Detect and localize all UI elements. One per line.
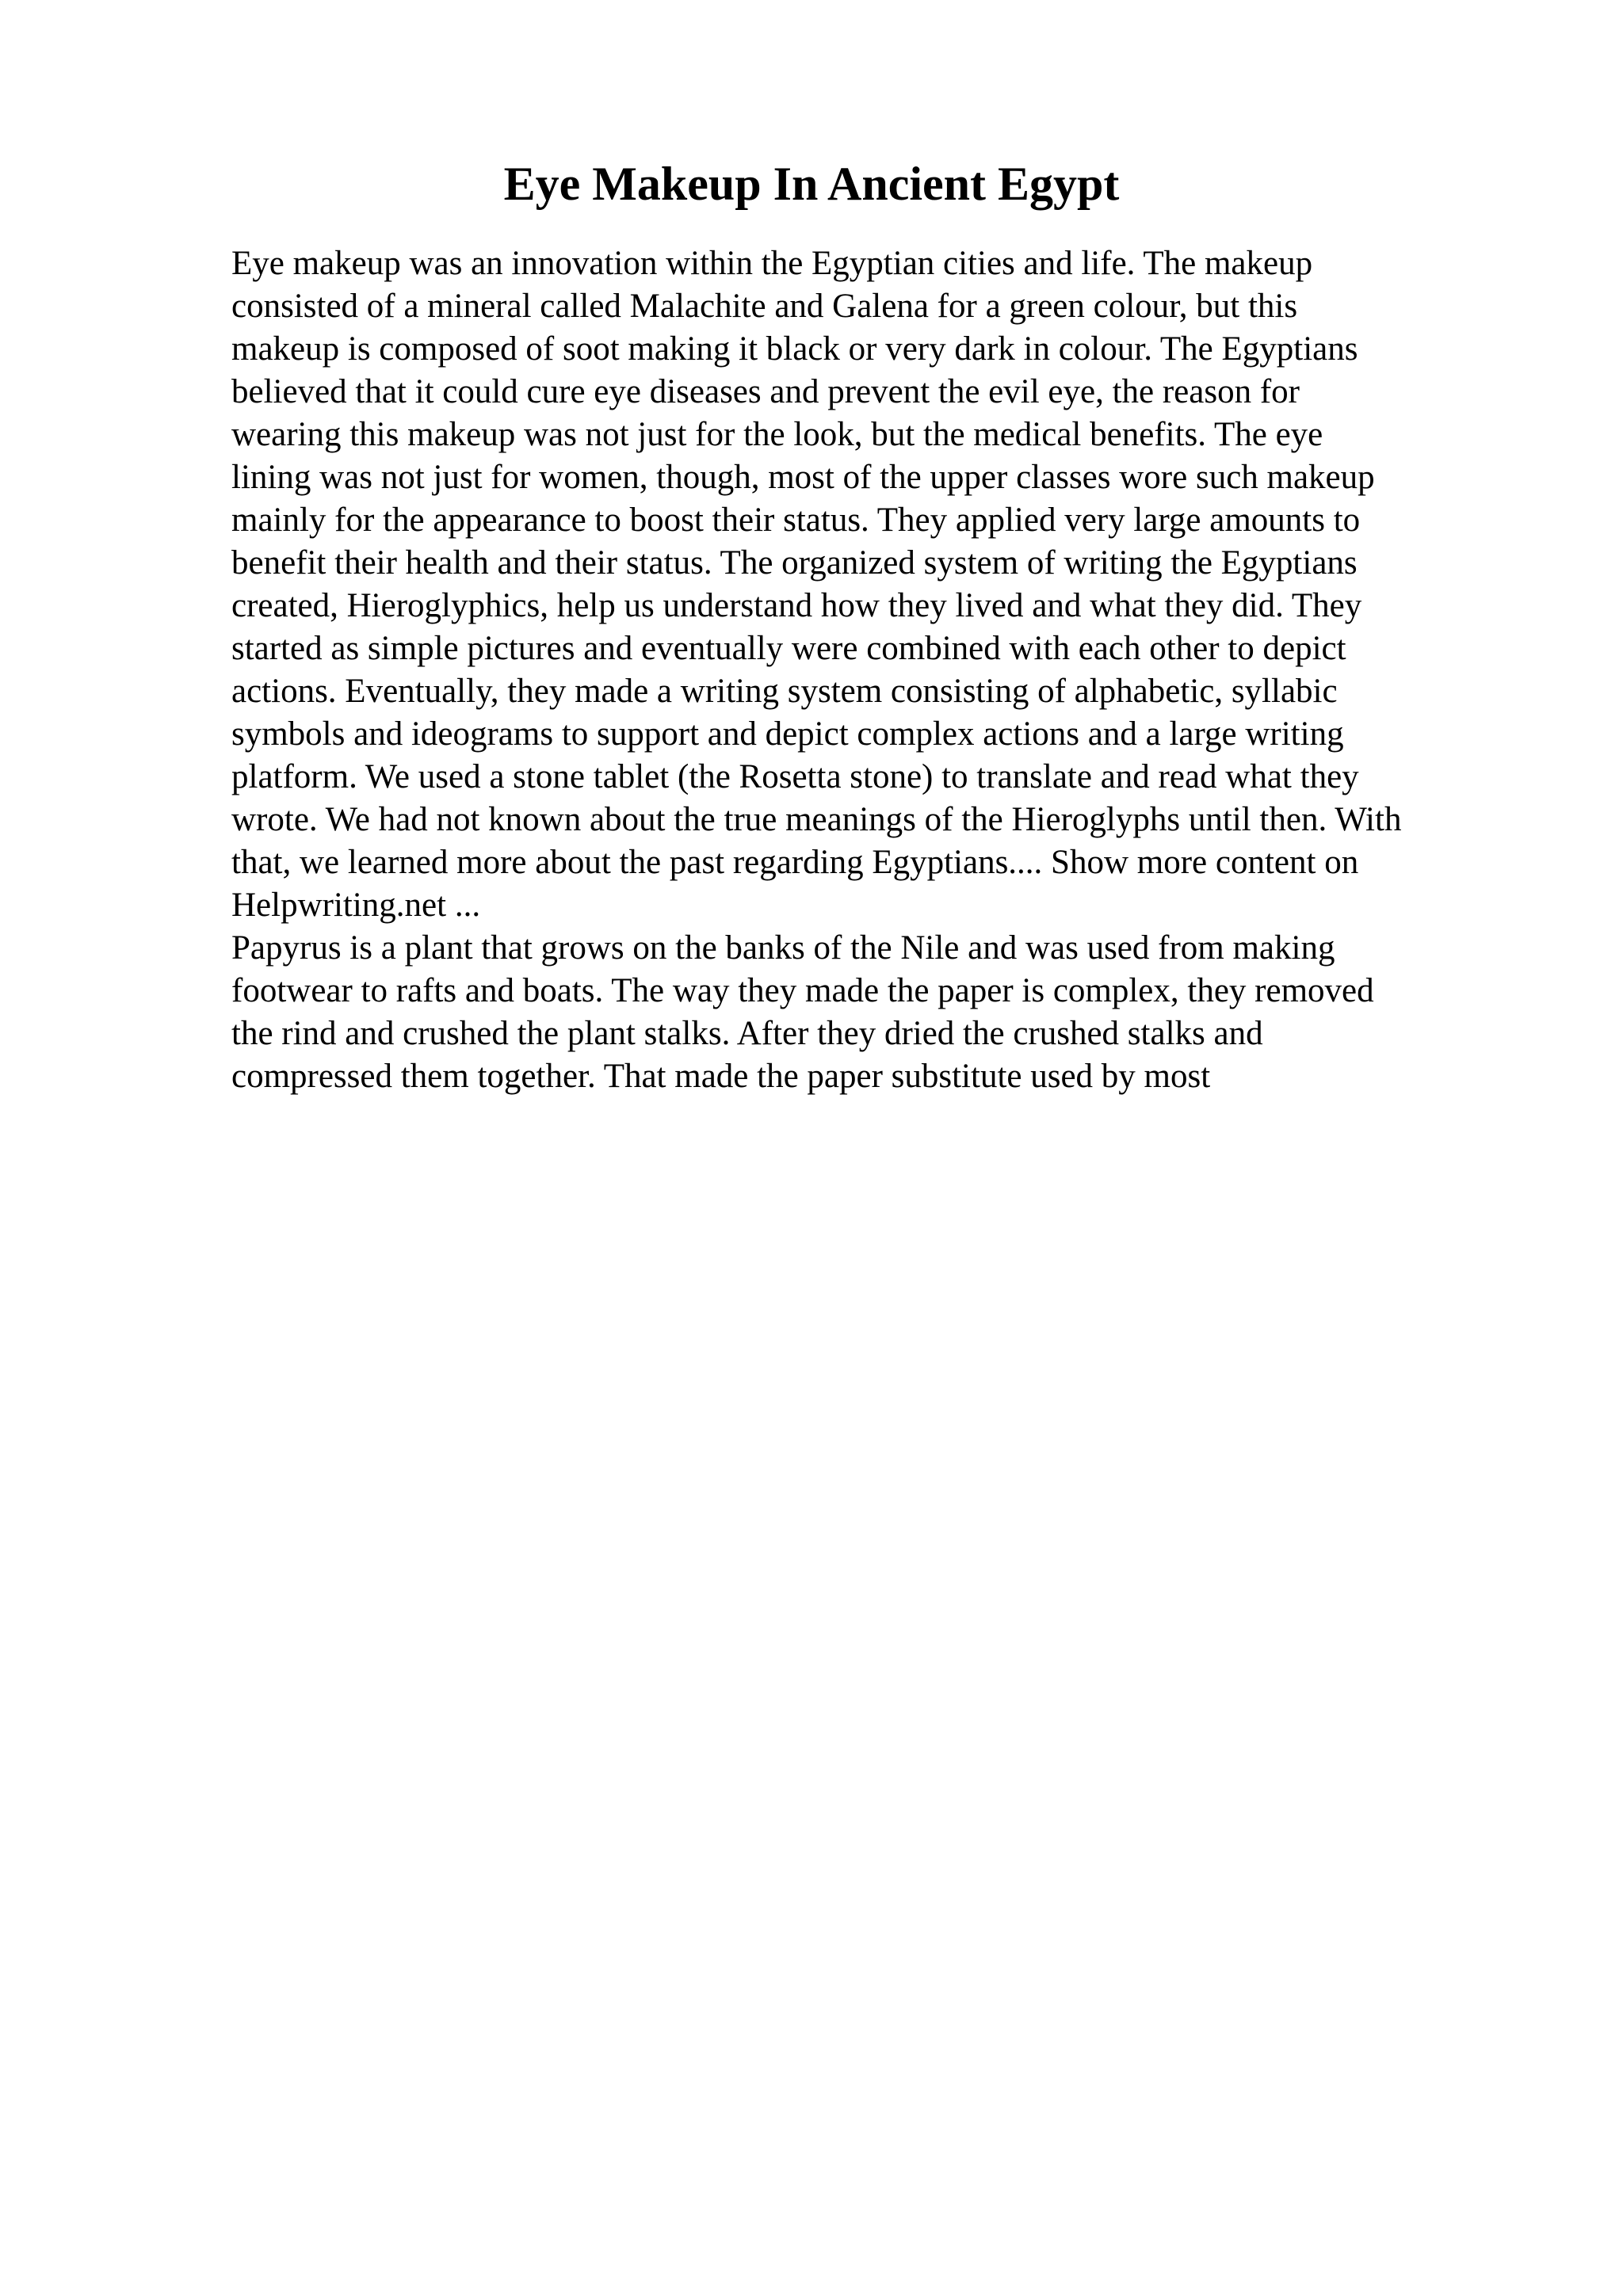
- body-line: footwear to rafts and boats. The way they made the paper is complex, they removed: [231, 972, 1374, 1009]
- body-line: platform. We used a stone tablet (the Rosetta stone) to translate and read what they: [231, 758, 1359, 795]
- body-line: lining was not just for women, though, most of the upper classes wore such makeup: [231, 459, 1375, 496]
- body-line: makeup is composed of soot making it black or very dark in colour. The Egyptians: [231, 330, 1358, 368]
- body-line: mainly for the appearance to boost their status. They applied very large amounts to: [231, 502, 1361, 539]
- body-line: symbols and ideograms to support and depict complex actions and a large writing: [231, 715, 1344, 753]
- body-line: compressed them together. That made the paper substitute used by most: [231, 1058, 1211, 1095]
- document-title: Eye Makeup In Ancient Egypt: [503, 158, 1120, 210]
- body-line: Papyrus is a plant that grows on the banks of the Nile and was used from making: [231, 929, 1335, 967]
- document-body: [231, 242, 1531, 1098]
- body-line: Eye makeup was an innovation within the Egyptian cities and life. The makeup: [231, 245, 1313, 282]
- body-line: started as simple pictures and eventually were combined with each other to depict: [231, 630, 1346, 667]
- body-line: wrote. We had not known about the true meanings of the Hieroglyphs until then. With: [231, 801, 1402, 838]
- body-line: believed that it could cure eye diseases and prevent the evil eye, the reason for: [231, 373, 1300, 410]
- body-line: created, Hieroglyphics, help us understand how they lived and what they did. They: [231, 587, 1362, 624]
- body-line: benefit their health and their status. The organized system of writing the Egyptians: [231, 544, 1358, 582]
- body-line: wearing this makeup was not just for the look, but the medical benefits. The eye: [231, 416, 1323, 453]
- body-line: actions. Eventually, they made a writing system consisting of alphabetic, syllabic: [231, 673, 1338, 710]
- body-line: consisted of a mineral called Malachite and Galena for a green colour, but this: [231, 288, 1298, 325]
- body-line: Helpwriting.net ...: [231, 887, 481, 924]
- body-line: the rind and crushed the plant stalks. After they dried the crushed stalks and: [231, 1015, 1263, 1052]
- body-line: that, we learned more about the past regarding Egyptians.... Show more content on: [231, 844, 1359, 881]
